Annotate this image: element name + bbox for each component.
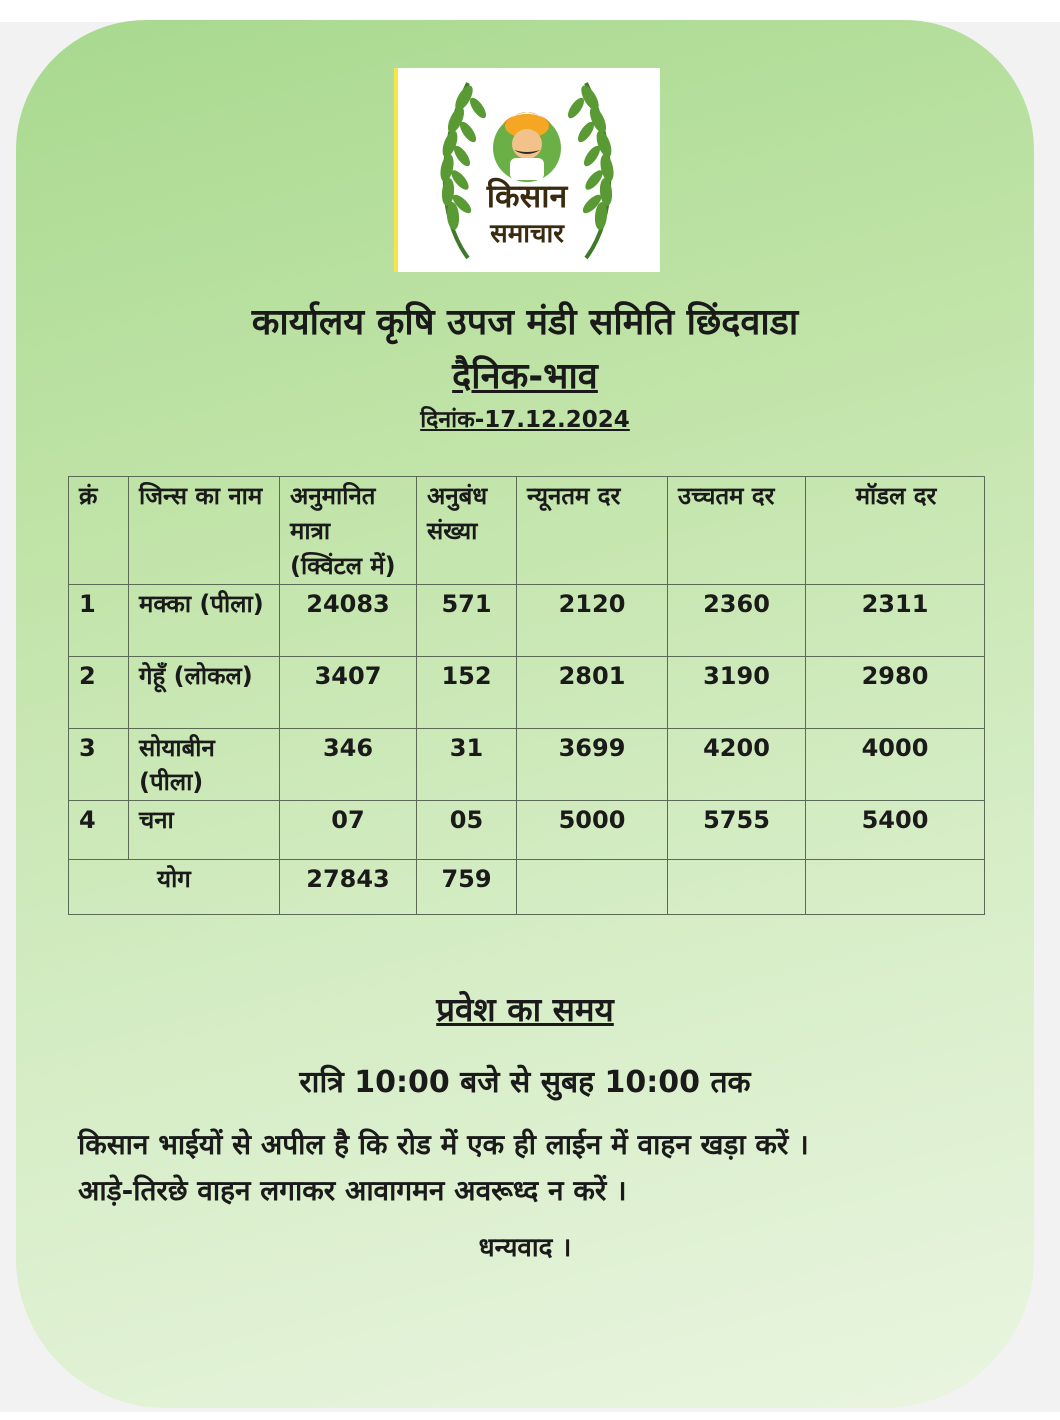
kisan-samachar-logo <box>394 68 660 272</box>
cell-serial: 3 <box>69 729 129 801</box>
total-quantity: 27843 <box>280 860 417 915</box>
cell-quantity: 3407 <box>280 657 417 729</box>
date-line <box>16 402 1034 434</box>
total-empty-cell <box>517 860 668 915</box>
cell-quantity: 07 <box>280 801 417 860</box>
cell-model-rate: 2980 <box>806 657 985 729</box>
entry-time-heading-label: प्रवेश का समय <box>436 990 614 1029</box>
cell-min-rate: 3699 <box>517 729 668 801</box>
cell-max-rate: 5755 <box>668 801 806 860</box>
cell-contracts: 152 <box>417 657 517 729</box>
cell-contracts: 31 <box>417 729 517 801</box>
header-model-rate: मॉडल दर <box>806 477 985 585</box>
total-label: योग <box>69 860 280 915</box>
top-strip <box>0 0 1060 22</box>
cell-max-rate: 3190 <box>668 657 806 729</box>
logo-text-samachar: समाचार <box>490 219 564 249</box>
cell-min-rate: 2120 <box>517 585 668 657</box>
notice-card <box>16 20 1034 1408</box>
cell-serial: 1 <box>69 585 129 657</box>
entry-time-heading <box>16 986 1034 1031</box>
date-label: दिनांक-17.12.2024 <box>420 407 630 433</box>
appeal-line-1: किसान भाईयों से अपील है कि रोड में एक ही लाईन में वाहन खड़ा करें । <box>78 1128 809 1161</box>
cell-model-rate: 4000 <box>806 729 985 801</box>
cell-min-rate: 2801 <box>517 657 668 729</box>
cell-contracts: 571 <box>417 585 517 657</box>
table-row <box>69 729 985 801</box>
cell-max-rate: 4200 <box>668 729 806 801</box>
appeal-text <box>78 1122 998 1214</box>
table-row <box>69 585 985 657</box>
daily-rates-label: दैनिक-भाव <box>452 356 598 397</box>
daily-rates-heading <box>16 350 1034 399</box>
table-header-row <box>69 477 985 585</box>
cell-commodity: मक्का (पीला) <box>129 585 280 657</box>
table-total-row <box>69 860 985 915</box>
header-contracts: अनुबंध संख्या <box>417 477 517 585</box>
office-title: कार्यालय कृषि उपज मंडी समिति छिंदवाडा <box>251 302 799 343</box>
rates-table <box>68 476 985 915</box>
table-row <box>69 657 985 729</box>
appeal-line-2: आड़े-तिरछे वाहन लगाकर आवागमन अवरूध्द न करें । <box>78 1174 627 1207</box>
header-max-rate: उच्चतम दर <box>668 477 806 585</box>
cell-min-rate: 5000 <box>517 801 668 860</box>
cell-model-rate: 5400 <box>806 801 985 860</box>
table-row <box>69 801 985 860</box>
total-empty-cell <box>668 860 806 915</box>
bottom-strip <box>0 1412 1060 1420</box>
cell-commodity: चना <box>129 801 280 860</box>
cell-quantity: 346 <box>280 729 417 801</box>
header-serial: क्रं <box>69 477 129 585</box>
entry-time-text: रात्रि 10:00 बजे से सुबह 10:00 तक <box>299 1065 751 1100</box>
total-empty-cell <box>806 860 985 915</box>
header-min-rate: न्यूनतम दर <box>517 477 668 585</box>
cell-model-rate: 2311 <box>806 585 985 657</box>
thanks-text: धन्यवाद । <box>478 1233 572 1263</box>
cell-serial: 2 <box>69 657 129 729</box>
cell-max-rate: 2360 <box>668 585 806 657</box>
cell-quantity: 24083 <box>280 585 417 657</box>
cell-serial: 4 <box>69 801 129 860</box>
cell-commodity: सोयाबीन (पीला) <box>129 729 280 801</box>
header-commodity: जिन्स का नाम <box>129 477 280 585</box>
cell-contracts: 05 <box>417 801 517 860</box>
total-contracts: 759 <box>417 860 517 915</box>
cell-commodity: गेहूँ (लोकल) <box>129 657 280 729</box>
logo-text-kisan: किसान <box>486 177 568 215</box>
header-quantity: अनुमानित मात्रा (क्विंटल में) <box>280 477 417 585</box>
